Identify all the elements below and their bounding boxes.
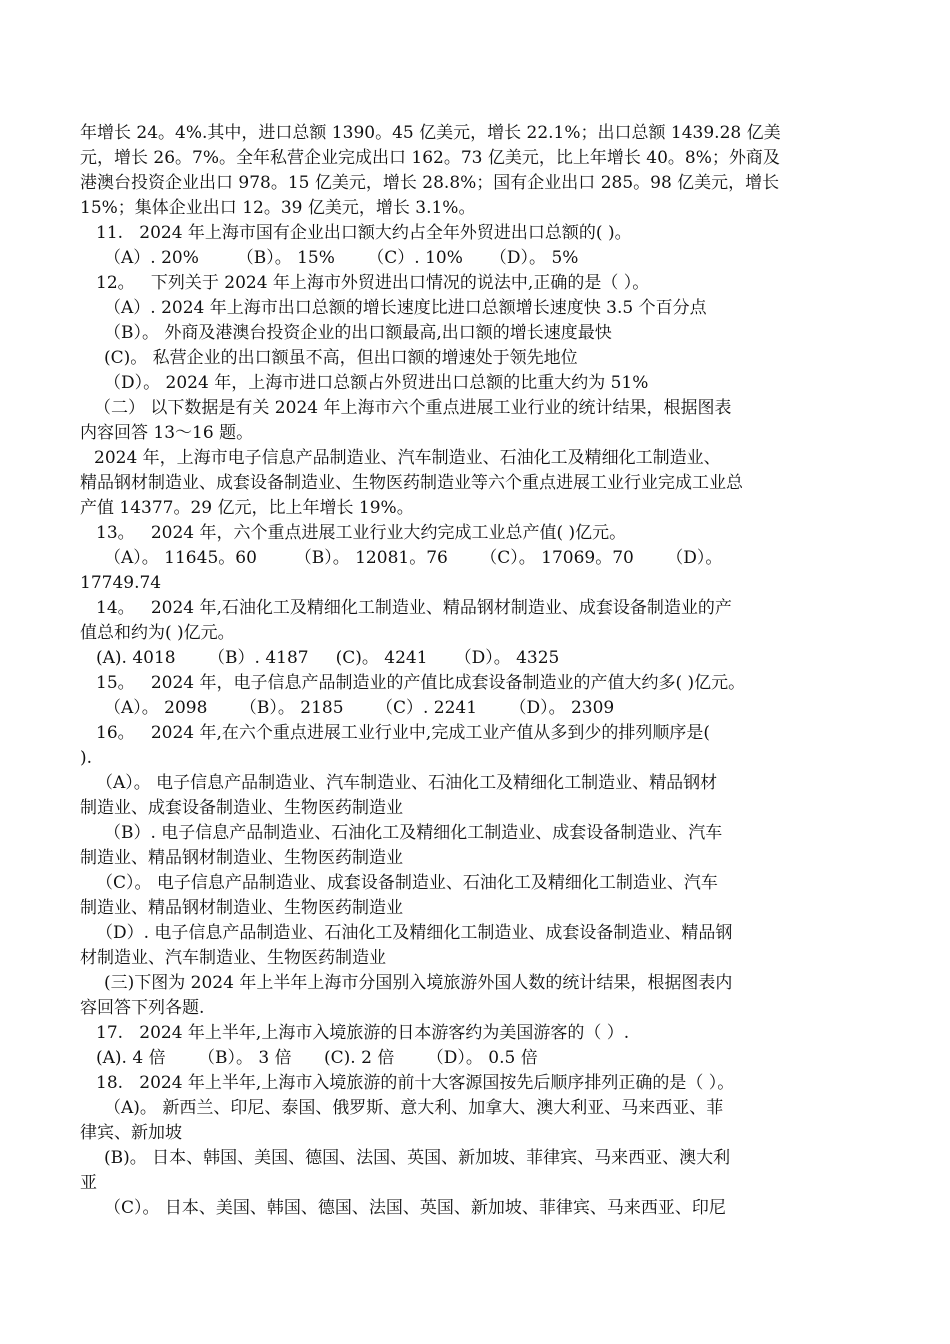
text-line: 制造业、成套设备制造业、生物医药制造业 [80, 798, 403, 818]
text-line: 产值 14377。29 亿元，比上年增长 19%。 [80, 498, 414, 518]
text-line: 港澳台投资企业出口 978。15 亿美元，增长 28.8%；国有企业出口 285。98 亿美元，增长 [80, 173, 780, 193]
question-18: 18. 2024 年上半年,上海市入境旅游的前十大客源国按先后顺序排列正确的是（ ）。 [96, 1073, 735, 1093]
text-line: 制造业、精品钢材制造业、生物医药制造业 [80, 848, 403, 868]
question-17: 17. 2024 年上半年,上海市入境旅游的日本游客约为美国游客的（ ）. [96, 1023, 630, 1043]
question-13: 13。 2024 年，六个重点进展工业行业大约完成工业总产值( )亿元。 [96, 523, 627, 543]
question-11: 11. 2024 年上海市国有企业出口额大约占全年外贸进出口总额的( )。 [96, 223, 632, 243]
document-body [80, 121, 880, 1221]
question-15-options: （A）。 2098 （B）。 2185 （C）. 2241 （D）。 2309 [104, 698, 615, 718]
text-line: ). [80, 748, 93, 768]
text-line: 律宾、新加坡 [80, 1123, 182, 1143]
question-16: 16。 2024 年,在六个重点进展工业行业中,完成工业产值从多到少的排列顺序是( [96, 723, 710, 743]
section-2-heading: （二） 以下数据是有关 2024 年上海市六个重点进展工业行业的统计结果，根据图表 [94, 398, 732, 418]
question-18-option-b: (B)。 日本、韩国、美国、德国、法国、英国、新加坡、菲律宾、马来西亚、澳大利 [104, 1148, 731, 1168]
text-line: 年增长 24。4%.其中，进口总额 1390。45 亿美元，增长 22.1%；出口总额 1439.28 亿美 [80, 123, 781, 143]
question-16-option-b: （B）. 电子信息产品制造业、石油化工及精细化工制造业、成套设备制造业、汽车 [104, 823, 723, 843]
text-line: 元，增长 26。7%。全年私营企业完成出口 162。73 亿美元，比上年增长 40。8%；外商及 [80, 148, 780, 168]
question-13-options: （A）。 11645。60 （B）。 12081。76 （C）。 17069。70 （D）。 [104, 548, 723, 568]
question-11-options: （A）. 20% （B）。 15% （C）. 10% （D）。 5% [104, 248, 579, 268]
section-3-heading: (三)下图为 2024 年上半年上海市分国别入境旅游外国人数的统计结果，根据图表内 [104, 973, 733, 993]
text-line: 内容回答 13～16 题。 [80, 423, 254, 443]
text-line: 17749.74 [80, 573, 162, 593]
question-12: 12。 下列关于 2024 年上海市外贸进出口情况的说法中,正确的是（ ）。 [96, 273, 650, 293]
question-15: 15。 2024 年，电子信息产品制造业的产值比成套设备制造业的产值大约多( )亿元。 [96, 673, 746, 693]
text-line: 值总和约为( )亿元。 [80, 623, 235, 643]
text-line: 15%；集体企业出口 12。39 亿美元，增长 3.1%。 [80, 198, 476, 218]
text-line: 精品钢材制造业、成套设备制造业、生物医药制造业等六个重点进展工业行业完成工业总 [80, 473, 743, 493]
question-16-option-c: （C）。 电子信息产品制造业、成套设备制造业、石油化工及精细化工制造业、汽车 [96, 873, 718, 893]
question-12-option-a: （A）. 2024 年上海市出口总额的增长速度比进口总额增长速度快 3.5 个百分点 [104, 298, 707, 318]
question-17-options: (A). 4 倍 （B）。 3 倍 (C). 2 倍 （D）。 0.5 倍 [96, 1048, 538, 1068]
question-12-option-d: （D）。 2024 年，上海市进口总额占外贸进出口总额的比重大约为 51% [104, 373, 649, 393]
text-line: 材制造业、汽车制造业、生物医药制造业 [80, 948, 386, 968]
text-line: 容回答下列各题. [80, 998, 205, 1018]
question-14: 14。 2024 年,石油化工及精细化工制造业、精品钢材制造业、成套设备制造业的产 [96, 598, 732, 618]
question-12-option-c: (C)。 私营企业的出口额虽不高，但出口额的增速处于领先地位 [104, 348, 578, 368]
text-line: 亚 [80, 1173, 97, 1193]
question-16-option-a: （A）。 电子信息产品制造业、汽车制造业、石油化工及精细化工制造业、精品钢材 [96, 773, 718, 793]
question-16-option-d: （D）. 电子信息产品制造业、石油化工及精细化工制造业、成套设备制造业、精品钢 [96, 923, 733, 943]
text-line: 制造业、精品钢材制造业、生物医药制造业 [80, 898, 403, 918]
question-14-options: (A). 4018 （B）. 4187 (C)。 4241 （D）。 4325 [96, 648, 560, 668]
question-18-option-a: （A)。 新西兰、印尼、泰国、俄罗斯、意大利、加拿大、澳大利亚、马来西亚、菲 [104, 1098, 724, 1118]
question-12-option-b: （B）。 外商及港澳台投资企业的出口额最高,出口额的增长速度最快 [104, 323, 612, 343]
question-18-option-c: （C）。 日本、美国、韩国、德国、法国、英国、新加坡、菲律宾、马来西亚、印尼 [104, 1198, 726, 1218]
section-2-paragraph: 2024 年，上海市电子信息产品制造业、汽车制造业、石油化工及精细化工制造业、 [94, 448, 721, 468]
